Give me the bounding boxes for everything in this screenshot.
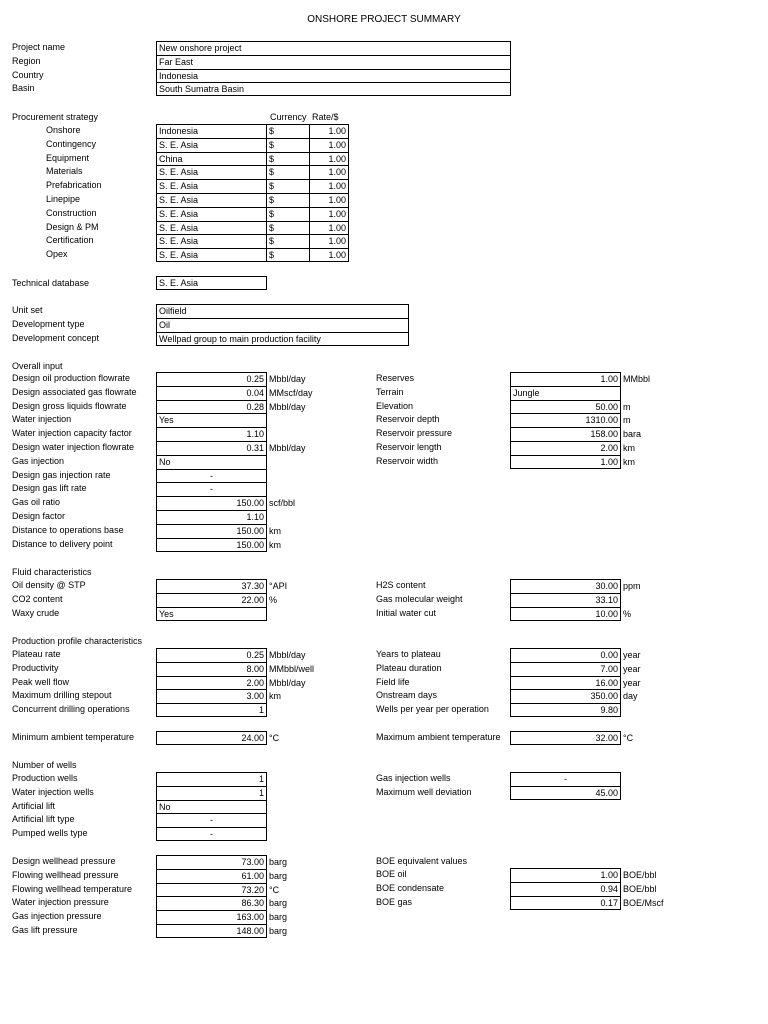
procurement-label: Certification bbox=[46, 235, 94, 246]
wells-left-label: Artificial lift type bbox=[12, 814, 75, 825]
wells-left-label: Artificial lift bbox=[12, 800, 56, 811]
overall-right-value[interactable]: 50.00 bbox=[510, 400, 621, 414]
ambient-max-label: Maximum ambient temperature bbox=[376, 732, 501, 742]
section-heading: Production profile characteristics bbox=[12, 636, 143, 646]
section-heading: BOE equivalent values bbox=[376, 856, 468, 866]
production-right-label: Field life bbox=[376, 676, 410, 687]
production-left-label: Maximum drilling stepout bbox=[12, 690, 112, 701]
overall-left-label: Distance to operations base bbox=[12, 524, 124, 535]
procurement-rate[interactable]: 1.00 bbox=[309, 193, 349, 207]
production-right-value[interactable]: 16.00 bbox=[510, 676, 621, 690]
overall-left-unit: km bbox=[269, 539, 281, 550]
overall-left-label: Gas injection bbox=[12, 455, 65, 466]
pressure-value[interactable]: 163.00 bbox=[156, 910, 267, 924]
fluid-left-label: CO2 content bbox=[12, 593, 63, 604]
page-title: ONSHORE PROJECT SUMMARY bbox=[307, 14, 461, 25]
section-heading: Procurement strategy bbox=[12, 112, 99, 122]
fluid-right-unit: % bbox=[623, 608, 632, 619]
pressure-label: Gas injection pressure bbox=[12, 911, 102, 922]
procurement-label: Equipment bbox=[46, 152, 90, 163]
wells-left-value[interactable]: No bbox=[156, 800, 267, 814]
production-right-label: Wells per year per operation bbox=[376, 704, 489, 715]
production-right-value[interactable]: 350.00 bbox=[510, 689, 621, 703]
overall-left-label: Design gas injection rate bbox=[12, 469, 111, 480]
overall-right-label: Elevation bbox=[376, 400, 414, 411]
production-left-unit: MMbbl/well bbox=[269, 663, 315, 674]
production-left-unit: km bbox=[269, 691, 281, 702]
techdb-label: Technical database bbox=[12, 278, 90, 288]
production-left-value[interactable]: 8.00 bbox=[156, 662, 267, 676]
fluid-right-unit: ppm bbox=[623, 581, 641, 591]
production-left-value[interactable]: 2.00 bbox=[156, 676, 267, 690]
procurement-label: Contingency bbox=[46, 138, 97, 149]
pressure-label: Flowing wellhead temperature bbox=[12, 883, 133, 894]
procurement-rate[interactable]: 1.00 bbox=[309, 234, 349, 248]
unit-field-value[interactable]: Oil bbox=[156, 318, 409, 332]
overall-left-value[interactable]: Yes bbox=[156, 413, 267, 427]
boe-value[interactable]: 1.00 bbox=[510, 868, 621, 882]
overall-right-label: Reserves bbox=[376, 373, 415, 383]
production-right-label: Plateau duration bbox=[376, 662, 442, 673]
project-field-label: Basin bbox=[12, 83, 35, 94]
unit-field-label: Development concept bbox=[12, 332, 100, 343]
project-field-label: Region bbox=[12, 55, 41, 66]
overall-left-label: Distance to delivery point bbox=[12, 538, 113, 549]
unit-field-value[interactable]: Wellpad group to main production facility bbox=[156, 332, 409, 346]
pressure-value[interactable]: 86.30 bbox=[156, 896, 267, 910]
procurement-source[interactable]: S. E. Asia bbox=[156, 248, 267, 262]
overall-left-value[interactable]: 1.10 bbox=[156, 510, 267, 524]
overall-left-label: Water injection bbox=[12, 414, 72, 425]
fluid-right-value[interactable]: 33.10 bbox=[510, 593, 621, 607]
overall-right-value[interactable]: 2.00 bbox=[510, 441, 621, 455]
overall-right-label: Reservoir length bbox=[376, 442, 442, 452]
pressure-unit: barg bbox=[269, 926, 288, 936]
production-right-unit: year bbox=[623, 663, 641, 674]
unit-field-label: Development type bbox=[12, 318, 85, 329]
project-field-value[interactable]: South Sumatra Basin bbox=[156, 82, 511, 96]
procurement-source[interactable]: S. E. Asia bbox=[156, 138, 267, 152]
wells-left-label: Production wells bbox=[12, 773, 78, 783]
fluid-left-value[interactable]: 37.30 bbox=[156, 579, 267, 593]
overall-right-unit: m bbox=[623, 401, 631, 412]
procurement-source[interactable]: S. E. Asia bbox=[156, 193, 267, 207]
wells-left-value[interactable]: 1 bbox=[156, 786, 267, 800]
procurement-currency[interactable]: $ bbox=[266, 234, 310, 248]
fluid-right-value[interactable]: 30.00 bbox=[510, 579, 621, 593]
overall-left-value[interactable]: 0.28 bbox=[156, 400, 267, 414]
overall-left-label: Design factor bbox=[12, 511, 66, 521]
pressure-label: Design wellhead pressure bbox=[12, 856, 116, 866]
ambient-min-unit: °C bbox=[269, 733, 280, 743]
overall-left-label: Design associated gas flowrate bbox=[12, 386, 137, 397]
procurement-label: Linepipe bbox=[46, 194, 81, 204]
techdb-value[interactable]: S. E. Asia bbox=[156, 276, 267, 290]
unit-field-value[interactable]: Oilfield bbox=[156, 304, 409, 318]
boe-value[interactable]: 0.17 bbox=[510, 896, 621, 910]
overall-left-label: Design water injection flowrate bbox=[12, 442, 135, 452]
boe-unit: BOE/bbl bbox=[623, 870, 657, 880]
ambient-max-value[interactable]: 32.00 bbox=[510, 731, 621, 745]
unit-field-label: Unit set bbox=[12, 305, 43, 315]
overall-right-label: Reservoir pressure bbox=[376, 428, 453, 439]
boe-unit: BOE/Mscf bbox=[623, 897, 664, 908]
procurement-rate[interactable]: 1.00 bbox=[309, 138, 349, 152]
pressure-value[interactable]: 61.00 bbox=[156, 869, 267, 883]
boe-label: BOE oil bbox=[376, 869, 407, 879]
fluid-left-value[interactable]: 22.00 bbox=[156, 593, 267, 607]
procurement-source[interactable]: Indonesia bbox=[156, 124, 267, 138]
overall-left-label: Design gross liquids flowrate bbox=[12, 400, 127, 411]
production-right-value[interactable]: 0.00 bbox=[510, 648, 621, 662]
overall-right-value[interactable]: 1.00 bbox=[510, 372, 621, 386]
production-left-value[interactable]: 1 bbox=[156, 703, 267, 717]
production-right-value[interactable]: 7.00 bbox=[510, 662, 621, 676]
ambient-min-value[interactable]: 24.00 bbox=[156, 731, 267, 745]
overall-left-unit: Mbbl/day bbox=[269, 443, 306, 453]
ambient-max-unit: °C bbox=[623, 733, 634, 743]
procurement-rate[interactable]: 1.00 bbox=[309, 165, 349, 179]
procurement-label: Design & PM bbox=[46, 221, 99, 232]
wells-right-label: Maximum well deviation bbox=[376, 786, 472, 797]
production-left-label: Productivity bbox=[12, 662, 59, 673]
pressure-unit: barg bbox=[269, 912, 288, 923]
pressure-unit: barg bbox=[269, 870, 288, 881]
procurement-rate[interactable]: 1.00 bbox=[309, 124, 349, 138]
production-left-label: Concurrent drilling operations bbox=[12, 704, 130, 715]
project-field-value[interactable]: Indonesia bbox=[156, 69, 511, 83]
procurement-rate[interactable]: 1.00 bbox=[309, 221, 349, 235]
wells-left-value[interactable]: 1 bbox=[156, 772, 267, 786]
fluid-left-label: Waxy crude bbox=[12, 607, 60, 618]
procurement-currency[interactable]: $ bbox=[266, 165, 310, 179]
production-right-unit: year bbox=[623, 650, 641, 660]
procurement-source[interactable]: S. E. Asia bbox=[156, 207, 267, 221]
procurement-source[interactable]: S. E. Asia bbox=[156, 221, 267, 235]
procurement-label: Onshore bbox=[46, 125, 81, 135]
overall-right-label: Reservoir depth bbox=[376, 414, 440, 425]
overall-right-label: Terrain bbox=[376, 386, 404, 397]
overall-right-unit: bara bbox=[623, 429, 642, 440]
ambient-min-label: Minimum ambient temperature bbox=[12, 732, 135, 742]
overall-left-unit: MMscf/day bbox=[269, 387, 313, 398]
fluid-right-label: Initial water cut bbox=[376, 607, 437, 618]
procurement-source[interactable]: S. E. Asia bbox=[156, 234, 267, 248]
procurement-currency[interactable]: $ bbox=[266, 138, 310, 152]
overall-right-unit: MMbbl bbox=[623, 374, 651, 384]
procurement-currency[interactable]: $ bbox=[266, 193, 310, 207]
project-field-value[interactable]: Far East bbox=[156, 55, 511, 69]
overall-left-value[interactable]: 0.31 bbox=[156, 441, 267, 455]
production-left-label: Plateau rate bbox=[12, 649, 61, 659]
overall-right-unit: km bbox=[623, 443, 635, 453]
procurement-currency[interactable]: $ bbox=[266, 152, 310, 166]
currency-header: Currency bbox=[270, 112, 307, 122]
overall-left-value[interactable]: 150.00 bbox=[156, 496, 267, 510]
wells-left-value[interactable]: - bbox=[156, 827, 267, 841]
project-field-label: Country bbox=[12, 69, 44, 80]
pressure-unit: barg bbox=[269, 898, 288, 909]
procurement-rate[interactable]: 1.00 bbox=[309, 179, 349, 193]
production-right-unit: year bbox=[623, 677, 641, 688]
production-left-label: Peak well flow bbox=[12, 676, 70, 687]
production-right-label: Onstream days bbox=[376, 690, 438, 701]
boe-unit: BOE/bbl bbox=[623, 883, 657, 894]
procurement-currency[interactable]: $ bbox=[266, 124, 310, 138]
overall-right-value[interactable]: 158.00 bbox=[510, 427, 621, 441]
fluid-right-value[interactable]: 10.00 bbox=[510, 607, 621, 621]
pressure-unit: barg bbox=[269, 857, 288, 867]
production-left-unit: Mbbl/day bbox=[269, 650, 306, 660]
pressure-label: Flowing wellhead pressure bbox=[12, 869, 119, 880]
overall-left-value[interactable]: 0.04 bbox=[156, 386, 267, 400]
procurement-rate[interactable]: 1.00 bbox=[309, 248, 349, 262]
overall-right-value[interactable]: 1310.00 bbox=[510, 413, 621, 427]
overall-left-unit: scf/bbl bbox=[269, 498, 296, 509]
boe-value[interactable]: 0.94 bbox=[510, 882, 621, 896]
overall-left-label: Gas oil ratio bbox=[12, 497, 61, 508]
overall-right-unit: km bbox=[623, 456, 635, 467]
procurement-source[interactable]: S. E. Asia bbox=[156, 165, 267, 179]
wells-left-label: Pumped wells type bbox=[12, 828, 88, 839]
overall-left-label: Design gas lift rate bbox=[12, 483, 87, 494]
wells-right-value[interactable]: 45.00 bbox=[510, 786, 621, 800]
production-left-unit: Mbbl/day bbox=[269, 677, 306, 688]
procurement-currency[interactable]: $ bbox=[266, 179, 310, 193]
production-right-label: Years to plateau bbox=[376, 649, 441, 659]
overall-left-value[interactable]: 150.00 bbox=[156, 524, 267, 538]
overall-left-value[interactable]: - bbox=[156, 482, 267, 496]
pressure-value[interactable]: 73.20 bbox=[156, 883, 267, 897]
section-heading: Overall input bbox=[12, 361, 63, 371]
wells-right-label: Gas injection wells bbox=[376, 773, 451, 783]
overall-right-value[interactable]: Jungle bbox=[510, 386, 621, 400]
overall-right-label: Reservoir width bbox=[376, 455, 439, 466]
procurement-currency[interactable]: $ bbox=[266, 248, 310, 262]
project-field-label: Project name bbox=[12, 42, 66, 52]
procurement-rate[interactable]: 1.00 bbox=[309, 152, 349, 166]
wells-left-label: Water injection wells bbox=[12, 786, 94, 797]
overall-right-unit: m bbox=[623, 415, 631, 426]
section-heading: Fluid characteristics bbox=[12, 567, 92, 577]
production-left-value[interactable]: 3.00 bbox=[156, 689, 267, 703]
overall-left-unit: km bbox=[269, 525, 281, 536]
overall-right-value[interactable]: 1.00 bbox=[510, 455, 621, 469]
procurement-source[interactable]: China bbox=[156, 152, 267, 166]
overall-left-unit: Mbbl/day bbox=[269, 374, 306, 384]
overall-left-value[interactable]: 0.25 bbox=[156, 372, 267, 386]
fluid-left-value[interactable]: Yes bbox=[156, 607, 267, 621]
production-left-value[interactable]: 0.25 bbox=[156, 648, 267, 662]
overall-left-unit: Mbbl/day bbox=[269, 401, 306, 412]
overall-left-label: Design oil production flowrate bbox=[12, 373, 131, 383]
overall-left-value[interactable]: - bbox=[156, 469, 267, 483]
procurement-label: Construction bbox=[46, 207, 97, 218]
fluid-left-unit: °API bbox=[269, 581, 288, 591]
fluid-right-label: H2S content bbox=[376, 580, 426, 590]
pressure-value[interactable]: 148.00 bbox=[156, 924, 267, 938]
procurement-currency[interactable]: $ bbox=[266, 207, 310, 221]
fluid-right-label: Gas molecular weight bbox=[376, 593, 463, 604]
boe-label: BOE gas bbox=[376, 896, 413, 907]
rate-header: Rate/$ bbox=[312, 112, 339, 122]
procurement-label: Materials bbox=[46, 166, 83, 177]
procurement-source[interactable]: S. E. Asia bbox=[156, 179, 267, 193]
boe-label: BOE condensate bbox=[376, 882, 445, 893]
overall-left-value[interactable]: 150.00 bbox=[156, 538, 267, 552]
procurement-label: Opex bbox=[46, 249, 68, 260]
pressure-label: Water injection pressure bbox=[12, 897, 109, 908]
production-right-value[interactable]: 9.80 bbox=[510, 703, 621, 717]
pressure-unit: °C bbox=[269, 884, 280, 895]
wells-left-value[interactable]: - bbox=[156, 813, 267, 827]
project-field-value[interactable]: New onshore project bbox=[156, 41, 511, 55]
wells-right-value[interactable]: - bbox=[510, 772, 621, 786]
pressure-label: Gas lift pressure bbox=[12, 925, 78, 935]
fluid-left-unit: % bbox=[269, 594, 278, 605]
overall-left-value[interactable]: 1.10 bbox=[156, 427, 267, 441]
pressure-value[interactable]: 73.00 bbox=[156, 855, 267, 869]
fluid-left-label: Oil density @ STP bbox=[12, 580, 86, 590]
procurement-currency[interactable]: $ bbox=[266, 221, 310, 235]
procurement-rate[interactable]: 1.00 bbox=[309, 207, 349, 221]
section-heading: Number of wells bbox=[12, 760, 77, 770]
overall-left-value[interactable]: No bbox=[156, 455, 267, 469]
overall-left-label: Water injection capacity factor bbox=[12, 428, 132, 439]
procurement-label: Prefabrication bbox=[46, 180, 102, 191]
production-right-unit: day bbox=[623, 691, 638, 702]
